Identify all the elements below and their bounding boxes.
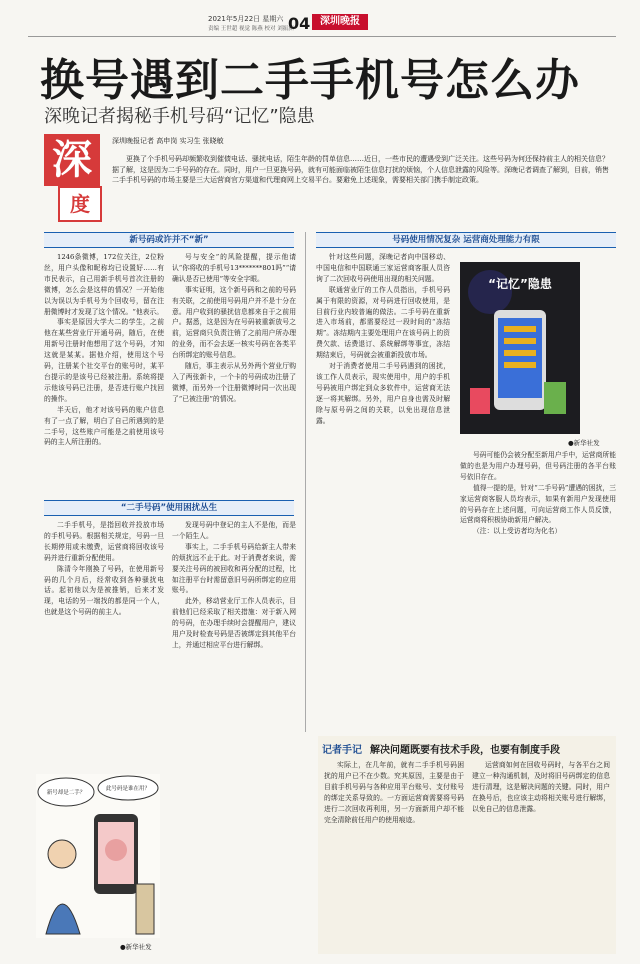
paragraph: 随后，事主表示从另外两个营业厅购入了两张新卡，一个卡的号码成功注册了微博，而另外一个注册微博时同一次出现了“已被注册”的情况。 [172, 362, 296, 403]
paragraph: 事实是原因大学大二的学生，之前他在某些营业厅开通号码，随后，在使用新号注册时他想用了这个号码，才知这就是某某。据他介绍，使用这个号码，注册某个社交平台的账号时，某平台提示的是该号已经被注册。系统将提示他该号码已注册，是否进行账户找回的操作。 [44, 318, 164, 403]
cartoon-drawing [36, 774, 160, 938]
reporter-note-column-1 [324, 760, 464, 948]
phone-illustration [460, 262, 580, 434]
paragraph: 1246条微博，172位关注，2位粉丝，用户头像和昵称均已设置好……有市民表示，自己用新手机号首次注册的微博，怎么会是这样的情况？一开始他以为误以为手机号为个回收号，留在注册微博时才发现了这个情况。“他表示。 [44, 253, 164, 316]
reporter-note-title [322, 741, 560, 756]
reporter-note-column-2 [472, 760, 610, 948]
depth-badge [44, 134, 102, 222]
section-header-operators: 号码使用情况复杂 运营商处理能力有限 [316, 232, 616, 248]
paragraph: 二手手机号，是指回收并投放市场的手机号码。根据相关规定，号码一旦长期停用或未缴费，运营商将回收该号码并进行重新分配使用。 [44, 521, 164, 562]
paragraph: （注：以上受访者均为化名） [473, 527, 562, 536]
paragraph: 对于消费者使用二手号码遇到的困扰，该工作人员表示，现实使用中，用户的手机号码被用户绑定到众多软件中，运营商无法逐一将其解绑。另外，用户自身也需及时解除与原号码之间的关联，以免出现信息泄露。 [316, 362, 450, 425]
image-credit: ●新华社发 [568, 439, 600, 447]
paragraph: 值得一提的是，针对“二手号码”遭遇的困扰，三家运营商客服人员均表示，如果有新用户发现使用的号码存在上述问题，可向运营商工作人员反馈，运营商将积极协助新用户解决。 [460, 483, 616, 525]
section-header-troubles: “二手号码”使用困扰丛生 [44, 500, 294, 516]
depth-badge-sub: 度 [58, 186, 102, 222]
lead-paragraph: 更换了个手机号码却频繁收到催债电话、骚扰电话，陌生年龄的罚单信息……近日，一些市民的遭遇受到广泛关注。这些号码为何还保持前主人的相关信息？据了解，这是因为二手号码的存在。同时，用户一旦更换号码，就有可能面临被陌生信息打扰的烦恼，个人信息泄露的风险等。深晚记者调查了解到，目前，销售二手手机号码的市场主要是三大运营商官方渠道和代理商网上交易平台。要避免上述现象，需要相关部门携手制定政策。 [112, 155, 609, 184]
illustration-photo [460, 262, 580, 434]
paragraph: 陈清今年刚换了号码，在使用新号码的几个月后，经常收到各种骚扰电话。起初他以为是被推销，后来才发现，电话的另一端找的都是同一个人，也就是这个号码的前主人。 [44, 564, 164, 617]
masthead-logo: 深圳晚报 [312, 14, 368, 30]
article-column-6 [172, 520, 296, 938]
paragraph: 联通营业厅的工作人员指出，手机号码属于有限的资源，对号码进行回收使用，是目前行业内较普遍的做法。二手号码在重新进入市场前，都需要经过一段时间的“冻结期”。冻结期内主要处理用户在该号码上的资费欠款、话费退订、系统解绑等事宜，冻结期结束后，号码就会被重新投放市场。 [316, 285, 450, 360]
speech-bubble-left: 新号却是二手？ [46, 790, 86, 796]
paragraph: 号与安全”的风险提醒，提示他请认“你将收的手机号13*******801吗”“请确认是否已使用”等安全字眼。 [172, 253, 296, 283]
illustration-credit: ●新华社发 [120, 943, 152, 951]
speech-bubble-right: 此号码是谁在用？ [105, 786, 151, 792]
paragraph: 事实上，二手手机号码给新主人带来的烦扰远不止于此。对于消费者来说，需要关注号码的被回收和再分配的过程，比如注册平台时需留意旧号码所绑定的应用账号。 [172, 542, 296, 595]
paragraph: 针对这些问题，深晚记者向中国移动、中国电信和中国联通三家运营商客服人员咨询了二次回收号码使用出现的相关问题。 [316, 253, 450, 283]
article-column-1 [44, 252, 164, 492]
issue-date: 2021年5月22日 星期六 [208, 15, 284, 23]
article-column-4 [460, 450, 616, 730]
subheadline: 深晚记者揭秘手机号码“记忆”隐患 [44, 106, 315, 127]
headline: 换号遇到二手手机号怎么办 [40, 55, 580, 106]
paragraph: 发现号码中登记的主人不是他，而是一个陌生人。 [172, 521, 296, 540]
cartoon-illustration [36, 774, 160, 938]
depth-badge-main: 深 [44, 134, 100, 186]
column-divider [305, 232, 306, 732]
page-number: 04 [288, 14, 311, 33]
image-title: “记忆”隐患 [488, 277, 552, 291]
article-column-5 [44, 520, 164, 766]
section-header-new-number: 新号码或许并不“新” [44, 232, 294, 248]
editor-credits: 责编 王世超 视觉 陈燕 校对 刘振洲 [208, 26, 294, 32]
byline: 深圳晚报记者 高申岗 实习生 张晓敏 [112, 137, 224, 145]
paragraph: 实际上，在几年前，就有二手手机号码困扰的用户已不在少数。究其原因，主要是由于目前手机号码与各种应用平台账号、支付账号的绑定关系导致的。一方面运营商需要将号码进行二次回收再利用，另一方面新用户却不能完全清除前任用户的使用痕迹。 [324, 761, 464, 824]
reporter-note-tag: 记者手记 [322, 745, 362, 756]
header-divider [28, 36, 616, 37]
paragraph: 半天后，他才对该号码的账户信息有了一点了解，明白了自己所遇到的是二手号，这些账户可能是之前使用该号码的主人所注册的。 [44, 405, 164, 447]
paragraph: 运营商如何在回收号码时，与各平台之间建立一种沟通机制，及时将旧号码绑定的信息进行清理，这是解决问题的关键。同时，用户在换号后，也应该主动将相关账号进行解绑，以免自己的信息泄露。 [472, 761, 610, 813]
paragraph: 事实证明，这个新号码和之前的号码有关联，之前使用号码用户并不是十分在意。用户收到的骚扰信息都来自于之前用户。据悉，这是因为在号码被重新放号之前，运营商只负责注销了之前用户所办理的业务，而不会去逐一核实号码在各类平台所绑定的账号信息。 [172, 285, 296, 360]
article-column-2 [172, 252, 296, 492]
paragraph: 号码可能仍会被分配至新用户手中，运营商所能做的也是为用户办理号码，但号码注册的各平台账号依旧存在。 [460, 451, 616, 481]
reporter-note-headline: 解决问题既要有技术手段，也要有制度手段 [370, 745, 560, 756]
paragraph: 此外，移动营业厅工作人员表示，目前他们已经采取了相关措施：对于新入网的号码，在办理手续时会提醒用户，建议用户及时检查号码是否被绑定到其他平台上，并通过相应平台进行解绑。 [172, 597, 296, 649]
article-column-3 [316, 252, 450, 732]
